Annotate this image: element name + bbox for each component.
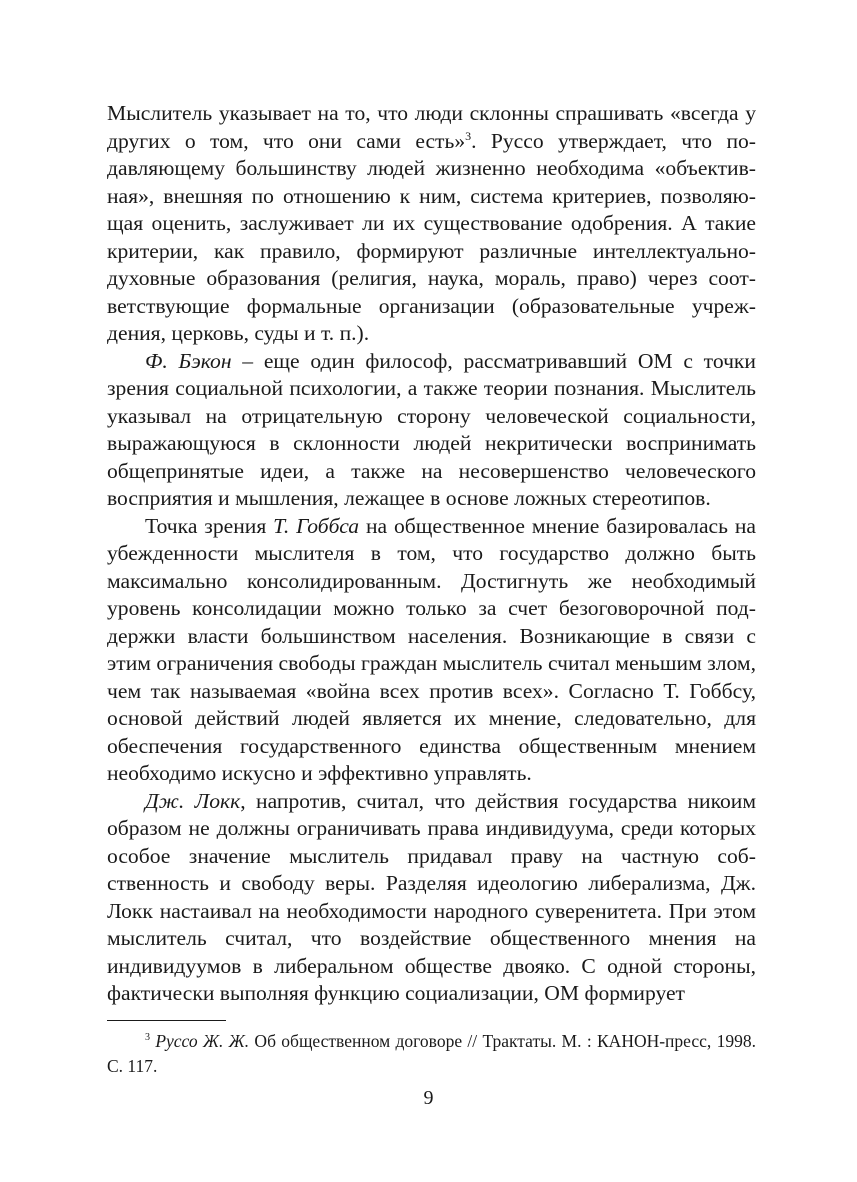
paragraph-text: Мыслитель указывает на то, что люди склонны спрашивать «всегда у других о том, что они сами есть»: [107, 101, 756, 153]
paragraph-locke: [107, 788, 756, 1008]
footnote: [107, 1029, 756, 1079]
footnote-divider: [107, 1020, 226, 1021]
page-body: [107, 100, 756, 1008]
paragraph-text: на общественное мнение базировалась на убежденности мыслителя в том, что государство должно быть максимально консолидированным. Достигнуть же необходимый уровень консолидации можно только за счет безоговорочной поддержки власти большинством населения. Возникающие в связи с этим ограничения свободы граждан мыслитель считал меньшим злом, чем так называемая «война всех против всех». Согласно Т. Гоббсу, основой действий людей является их мнение, следовательно, для обеспечения государственного единства общественным мнением необходимо искусно и эффективно управлять.: [107, 513, 757, 785]
paragraph-text: , напротив, считал, что действия государства никоим образом не должны ограничивать права индивидуума, среди которых особое значение мыслитель придавал праву на частную собственность и свободу веры. Разделяя идеологию либерализма, Дж. Локк настаивал на необходимости народного суверенитета. При этом мыслитель считал, что воздействие общественного мнения на индивидуумов в либеральном обществе двояко. С одной стороны, фактически выполняя функцию социализации, ОМ формирует: [107, 788, 756, 1005]
footnote-reference[interactable]: 3: [465, 128, 472, 143]
paragraph-bacon: [107, 348, 756, 513]
paragraph-text: – еще один философ, рассматривавший ОМ с точки зрения социальной психологии, а также теории познания. Мыслитель указывал на отрицательную сторону человеческой социальности, выражающуюся в склонности людей некритически воспринимать общепринятые идеи, а также на несовершенство человеческого восприятия и мышления, лежащее в основе ложных стереотипов.: [107, 348, 756, 510]
philosopher-name: Дж. Локк: [145, 788, 241, 813]
paragraph-text: . Руссо утверждает, что подавляющему большинству людей жизненно необходима «объективная», внешняя по отношению к ним, система критериев, позволяющая оценить, заслуживает ли их существование одобрения. А такие критерии, как правило, формируют различные интеллектуально-духовные образования (религия, наука, мораль, право) через соответствующие формальные организации (образовательные учреждения, церковь, суды и т. п.).: [107, 128, 756, 345]
paragraph-hobbes: [107, 513, 756, 788]
footnote-author: Руссо Ж. Ж.: [155, 1031, 250, 1051]
paragraph-text: Точка зрения: [145, 513, 274, 538]
philosopher-name: Ф. Бэкон: [145, 348, 232, 373]
footnote-text: Об общественном договоре // Трактаты. М. : КАНОН-пресс, 1998. С. 117.: [107, 1031, 756, 1076]
page-number: 9: [423, 1087, 434, 1109]
paragraph-rousseau: [107, 100, 756, 348]
footnote-marker: 3: [145, 1032, 150, 1044]
philosopher-name: Т. Гоббса: [273, 513, 360, 538]
